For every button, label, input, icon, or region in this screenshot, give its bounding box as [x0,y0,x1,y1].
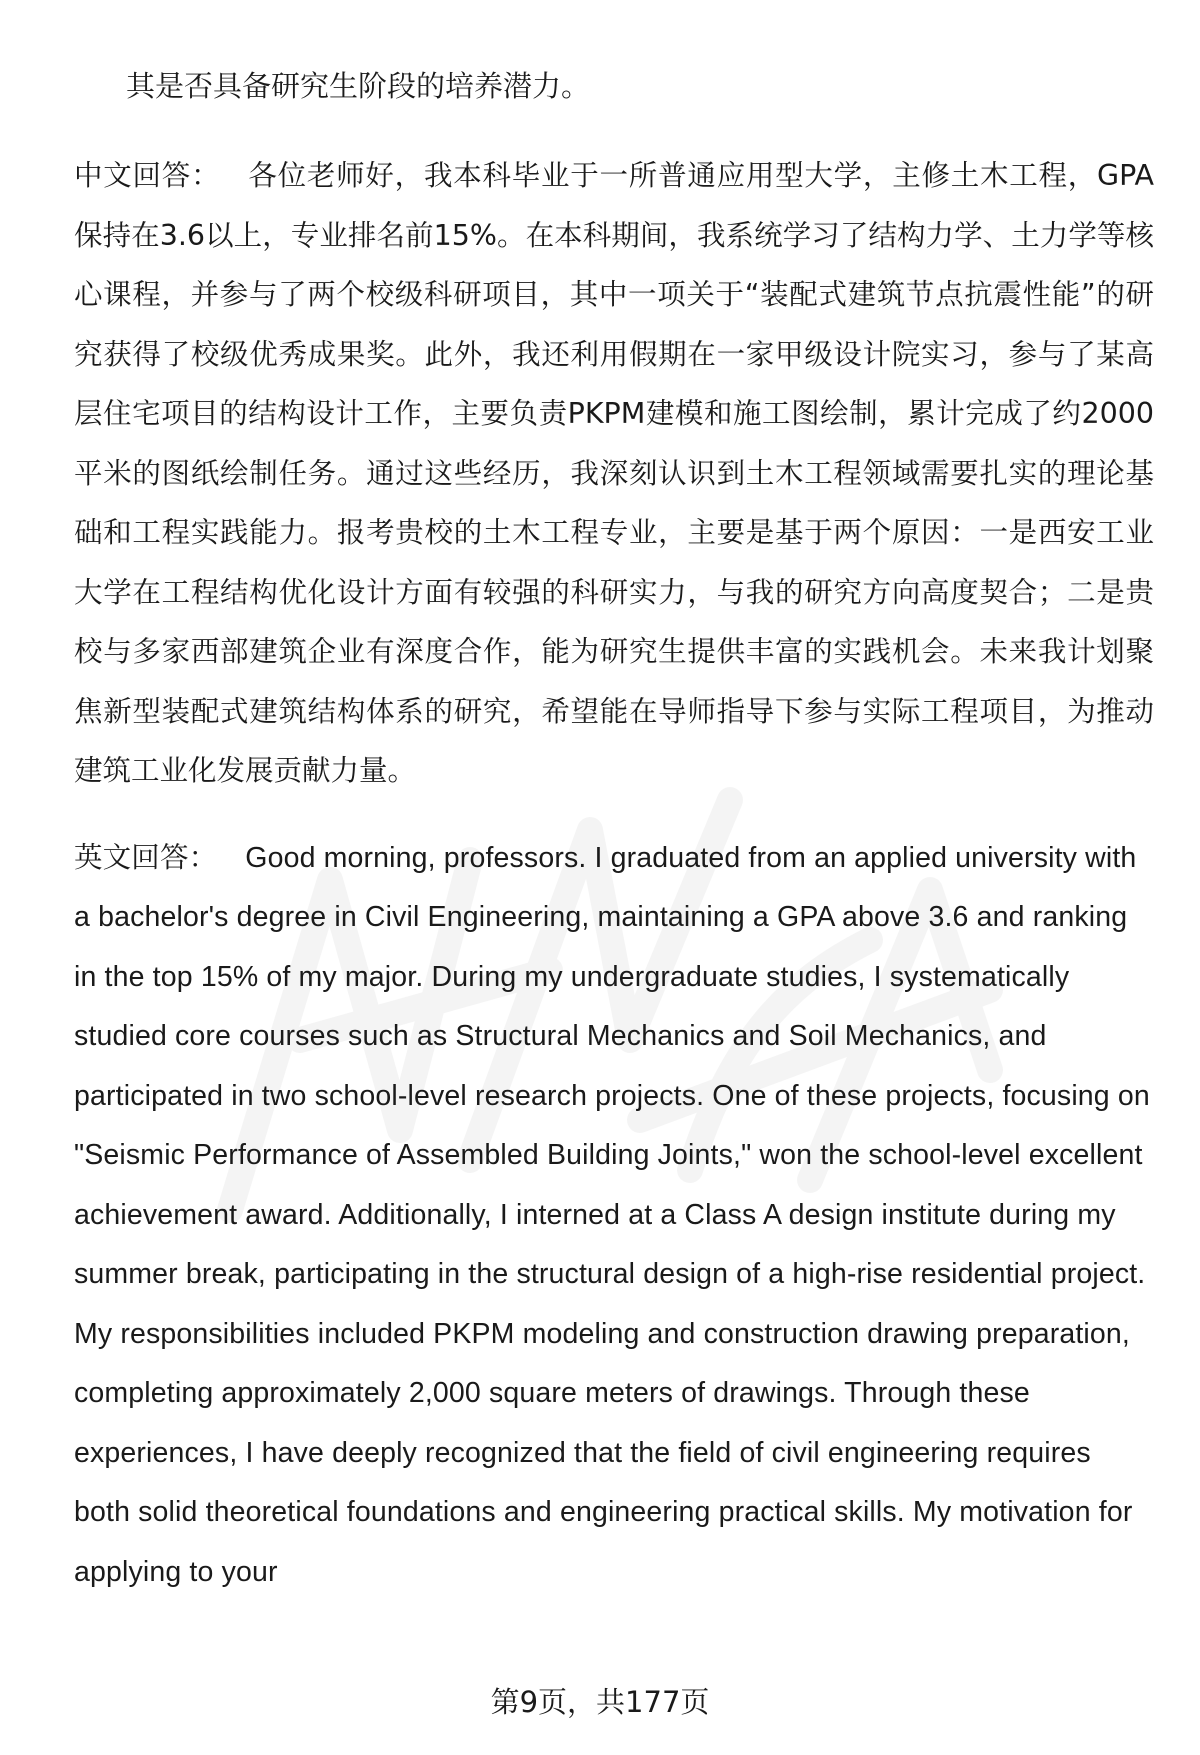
english-answer-label: 英文回答： [74,841,218,874]
chinese-answer-text: 各位老师好，我本科毕业于一所普通应用型大学，主修土木工程，GPA保持在3.6以上，专业排名前15%。在本科期间，我系统学习了结构力学、土力学等核心课程，并参与了两个校级科研项目，其中一项关于“装配式建筑节点抗震性能”的研究获得了校级优秀成果奖。此外，我还利用假期在一家甲级设计院实习，参与了某高层住宅项目的结构设计工作，主要负责PKPM建模和施工图绘制，累计完成了约2000平米的图纸绘制任务。通过这些经历，我深刻认识到土木工程领域需要扎实的理论基础和工程实践能力。报考贵校的土木工程专业，主要是基于两个原因：一是西安工业大学在工程结构优化设计方面有较强的科研实力，与我的研究方向高度契合；二是贵校与多家西部建筑企业有深度合作，能为研究生提供丰富的实践机会。未来我计划聚焦新型装配式建筑结构体系的研究，希望能在导师指导下参与实际工程项目，为推动建筑工业化发展贡献力量。 [74,159,1154,787]
english-answer-text: Good morning, professors. I graduated from an applied university with a bachelor's degree in Civil Engineering, maintaining a GPA above 3.6 and ranking in the top 15% of my major. During my undergraduate studies, I systematically studied core courses such as Structural Mechanics and Soil Mechanics, and participated in two school-level research projects. One of these projects, focusing on "Seismic Performance of Assembled Building Joints," won the school-level excellent achievement award. Additionally, I interned at a Class A design institute during my summer break, participating in the structural design of a high-rise residential project. My responsibilities included PKPM modeling and construction drawing preparation, completing approximately 2,000 square meters of drawings. Through these experiences, I have deeply recognized that the field of civil engineering requires both solid theoretical foundations and engineering practical skills. My motivation for applying to your [74,841,1150,1588]
chinese-answer-paragraph [74,146,1154,801]
chinese-answer-label: 中文回答： [74,159,221,192]
continuation-line: 其是否具备研究生阶段的培养潜力。 [126,69,591,103]
page-footer [0,1682,1200,1722]
document-body [74,62,1154,1602]
english-answer-paragraph [74,829,1154,1603]
page-number-label: 第9页，共177页 [490,1685,710,1719]
